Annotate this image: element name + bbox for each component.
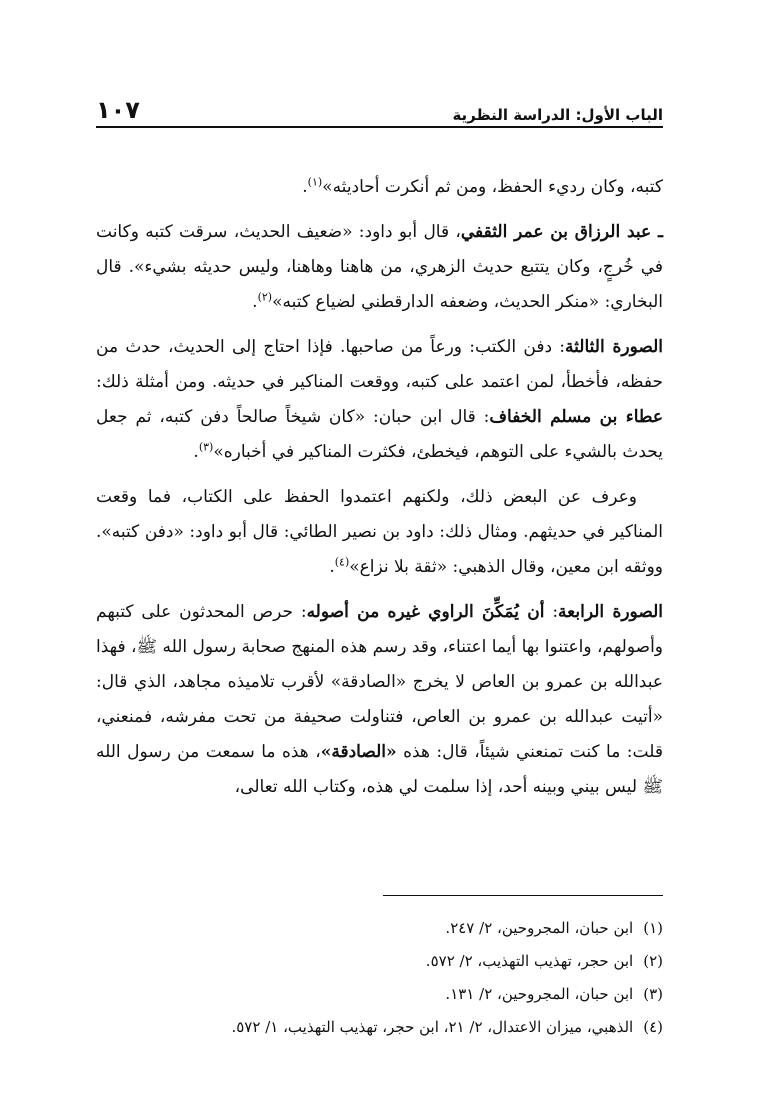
running-title: الباب الأول: الدراسة النظرية (452, 106, 663, 124)
bold-heading-text: عطاء بن مسلم الخفاف (489, 407, 663, 427)
paragraph-text: . (252, 292, 258, 312)
body-text (96, 170, 663, 815)
footnote-text: ابن حبان، المجروحين، ٢/ ٢٤٧. (445, 919, 634, 937)
paragraph-text: : دفن الكتب: ورعاً من صاحبها. فإذا احتاج إلى الحديث، حدث من حفظه، فأخطأ، لمن اعتمد على كتبه، ووقعت المناكير في حديثه. ومن أمثلة ذلك: (96, 337, 663, 392)
footnote-number: (٤) (643, 1018, 663, 1036)
bold-heading-text: الصورة الرابعة (558, 602, 663, 622)
footnote-text: ابن حجر، تهذيب التهذيب، ٢/ ٥٧٢. (425, 952, 634, 970)
paragraph-text: كتبه، وكان رديء الحفظ، ومن ثم أنكرت أحاديثه» (322, 177, 663, 197)
paragraph-text: ، قال أبو داود: «ضعيف الحديث، سرقت كتبه وكانت في خُرجٍ، وكان يتتبع حديث الزهري، من هاهنا وهاهنا، وليس حديثه بشيء». قال البخاري: «منكر الحديث، وضعفه الدارقطني لضياع كتبه» (96, 222, 663, 312)
footnote-reference: (١) (307, 175, 323, 189)
footnote-reference: (٢) (257, 290, 273, 304)
page-header (96, 90, 663, 124)
paragraph-text: وعرف عن البعض ذلك، ولكنهم اعتمدوا الحفظ على الكتاب، فما وقعت المناكير في حديثهم. ومثال ذلك: داود بن نصير الطائي: قال أبو داود: «دفن كتبه». ووثقه ابن معين، وقال الذهبي: «ثقة بلا نزاع» (96, 487, 663, 577)
bold-heading-text: أن يُمَكِّنَ الراوي غيره من أصوله (306, 602, 545, 622)
footnote-reference: (٣) (198, 440, 214, 454)
paragraph-text: . (329, 557, 335, 577)
bold-heading-text: ـ عبد الرزاق بن عمر الثقفي (460, 222, 663, 242)
paragraph-text: : (544, 602, 559, 622)
footnote-number: (٣) (643, 985, 663, 1003)
bold-heading-text: الصورة الثالثة (565, 337, 663, 357)
footnote-separator (383, 895, 663, 896)
footnotes (96, 912, 663, 1044)
bold-heading-text: «الصادقة» (320, 742, 397, 762)
footnote-number: (٢) (643, 952, 663, 970)
footnote-number: (١) (643, 919, 663, 937)
paragraph (96, 170, 663, 205)
paragraph-text: : حرص المحدثون على كتبهم وأصولهم، واعتنوا بها أيما اعتناء، وقد رسم هذه المنهج صحابة رسول الله ﷺ، فهذا عبدالله بن عمرو بن العاص لا يخرج «الصادقة» لأقرب تلاميذه مجاهد، الذي قال: «أتيت عبدالله بن عمرو بن العاص، فتناولت صحيفة من تحت مفرشه، فمنعني، قلت: ما كنت تمنعني شيئاً، قال: هذه (96, 602, 664, 762)
paragraph-text: : قال ابن حبان: «كان شيخاً صالحاً دفن كتبه، ثم جعل يحدث بالشيء على التوهم، فيخطئ، فكثرت المناكير في أخباره» (96, 407, 663, 462)
footnote-text: ابن حبان، المجروحين، ٢/ ١٣١. (445, 985, 634, 1003)
footnote-reference: (٤) (334, 555, 350, 569)
footnote (96, 978, 663, 1011)
paragraph (96, 595, 663, 805)
paragraph-text: ، هذه ما سمعت من رسول الله ﷺ ليس بيني وبينه أحد، إذا سلمت لي هذه، وكتاب الله تعالى، (96, 742, 663, 797)
paragraph-text: . (193, 442, 199, 462)
footnote (96, 945, 663, 978)
footnote (96, 1011, 663, 1044)
paragraph (96, 330, 663, 470)
footnote-text: الذهبي، ميزان الاعتدال، ٢/ ٢١، ابن حجر، تهذيب التهذيب، ١/ ٥٧٢. (231, 1018, 634, 1036)
footnote (96, 912, 663, 945)
paragraph (96, 480, 663, 585)
header-rule (96, 126, 663, 128)
page-number: ١٠٧ (96, 96, 140, 124)
paragraph-text: . (302, 177, 308, 197)
paragraph (96, 215, 663, 320)
